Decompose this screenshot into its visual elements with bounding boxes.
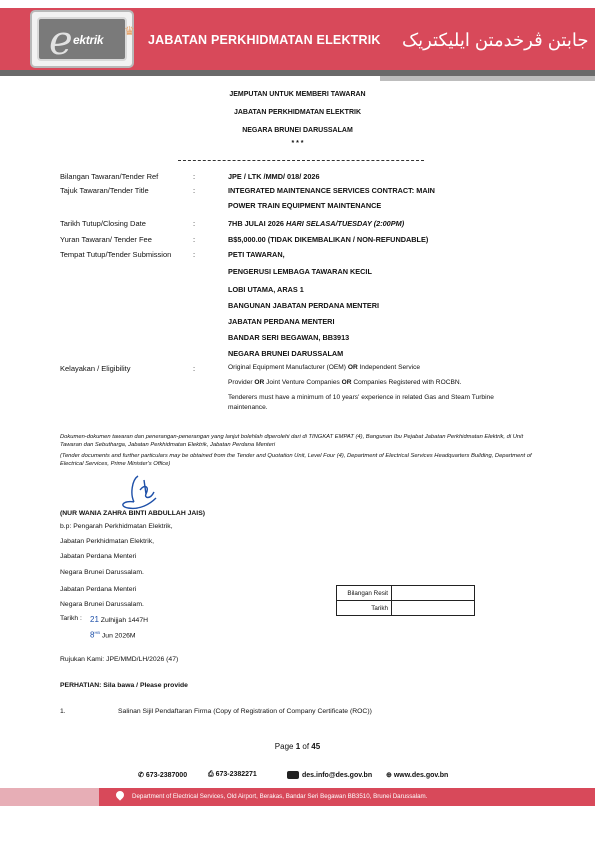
phone-contact: ✆ 673-2387000 bbox=[138, 772, 188, 779]
signatory-line: Jabatan Perkhidmatan Elektrik, bbox=[60, 538, 155, 545]
tender-fee-value: B$5,000.00 (TIDAK DIKEMBALIKAN / NON-REFUNDABLE) bbox=[228, 235, 429, 244]
department-name: JABATAN PERKHIDMATAN ELEKTRIK bbox=[148, 33, 381, 47]
tender-fee-label: Yuran Tawaran/ Tender Fee bbox=[60, 235, 152, 244]
title-divider bbox=[178, 160, 424, 161]
tender-ref-label: Bilangan Tawaran/Tender Ref bbox=[60, 172, 159, 181]
submission-line: PENGERUSI LEMBAGA TAWARAN KECIL bbox=[228, 267, 372, 276]
header-divider-light bbox=[380, 76, 595, 81]
phone-icon: ✆ bbox=[138, 772, 144, 779]
tender-ref-value: JPE / LTK /MMD/ 018/ 2026 bbox=[228, 172, 320, 181]
signatory-line: b.p: Pengarah Perkhidmatan Elektrik, bbox=[60, 523, 173, 530]
signatory-name: (NUR WANIA ZAHRA BINTI ABDULLAH JAIS) bbox=[60, 510, 205, 517]
date-hijri: 21 Zulhijjah 1447H bbox=[90, 615, 149, 624]
table-row bbox=[337, 601, 475, 616]
email-icon bbox=[287, 771, 299, 779]
department-logo: e ektrik ♛ bbox=[30, 10, 134, 68]
attention-heading: PERHATIAN: Sila bawa / Please provide bbox=[60, 682, 188, 689]
receipt-number-field bbox=[392, 586, 475, 601]
item-text: Salinan Sijil Pendaftaran Firma (Copy of Registration of Company Certificate (ROC)) bbox=[118, 708, 372, 715]
note-malay: Dokumen-dokumen tawaran dan penerangan-penerangan yang lanjut bolehlah diperolehi dari di TINGKAT EMPAT (4), Bangunan Ibu Pejabat Jabatan Perkhidmatan Elektrik, di Unit Tawaran dan Sebutharga, Jabatan Perkhidmatan Elektrik, Jabatan Perdana Menteri bbox=[60, 434, 524, 448]
eligibility-line-1: Original Equipment Manufacturer (OEM) OR Independent Service bbox=[228, 364, 421, 371]
cc-line: Jabatan Perdana Menteri bbox=[60, 586, 137, 593]
tender-title-label: Tajuk Tawaran/Tender Title bbox=[60, 186, 149, 195]
table-row bbox=[337, 586, 475, 601]
submission-line: JABATAN PERDANA MENTERI bbox=[228, 317, 335, 326]
eligibility-line-4: maintenance. bbox=[228, 404, 268, 411]
closing-date-label: Tarikh Tutup/Closing Date bbox=[60, 219, 146, 228]
item-number: 1. bbox=[60, 708, 66, 715]
fax-contact: ⎙ 673-2382271 bbox=[208, 771, 257, 778]
invitation-title: JEMPUTAN UNTUK MEMBERI TAWARAN bbox=[229, 91, 366, 98]
eligibility-line-3: Tenderers must have a minimum of 10 years' experience in related Gas and Steam Turbine bbox=[228, 394, 494, 401]
department-title: JABATAN PERKHIDMATAN ELEKTRIK bbox=[233, 109, 362, 116]
date-label: Tarikh bbox=[60, 615, 79, 622]
handwritten-signature bbox=[110, 470, 170, 510]
submission-line: PETI TAWARAN, bbox=[228, 250, 285, 259]
department-name-jawi: جابتن ڤرخدمتن ايليکتريک bbox=[402, 30, 589, 50]
crown-icon: ♛ bbox=[124, 24, 135, 38]
eligibility-label: Kelayakan / Eligibility bbox=[60, 364, 131, 373]
submission-line: LOBI UTAMA, ARAS 1 bbox=[228, 285, 304, 294]
closing-date-value: 7HB JULAI 2026 HARI SELASA/TUESDAY (2:00PM) bbox=[228, 219, 405, 228]
web-contact[interactable]: ⊕ www.des.gov.bn bbox=[386, 772, 449, 779]
receipt-date-field bbox=[392, 601, 475, 616]
tender-title-value-2: POWER TRAIN EQUIPMENT MAINTENANCE bbox=[228, 201, 382, 210]
signatory-line: Jabatan Perdana Menteri bbox=[60, 553, 137, 560]
cc-line: Negara Brunei Darussalam. bbox=[60, 601, 144, 608]
eligibility-line-2: Provider OR Joint Venture Companies OR Companies Registered with ROCBN. bbox=[228, 379, 462, 386]
receipt-table bbox=[336, 585, 475, 616]
page-number: Page 1 of 45 bbox=[274, 742, 321, 751]
submission-line: BANDAR SERI BEGAWAN, BB3913 bbox=[228, 333, 350, 342]
footer-address: Department of Electrical Services, Old Airport, Berakas, Bandar Seri Begawan BB3510, Brunei Darussalam. bbox=[132, 793, 428, 800]
footer-band-light bbox=[0, 788, 99, 806]
country-title: NEGARA BRUNEI DARUSSALAM bbox=[242, 127, 353, 134]
signatory-line: Negara Brunei Darussalam. bbox=[60, 569, 144, 576]
receipt-number-label: Bilangan Resit bbox=[337, 586, 392, 601]
submission-line: NEGARA BRUNEI DARUSSALAM bbox=[228, 349, 344, 358]
note-english: (Tender documents and further particulars may be obtained from the Tender and Quotation Unit, Level Four (4), Department of Electrical Services Headquarters Building, Department of Electrical Services, Prime Minister's Office) bbox=[60, 453, 532, 467]
date-gregorian: $8^{HB}$ Jun 2026M bbox=[90, 630, 136, 640]
reference-number: Rujukan Kami: JPE/MMD/LH/2026 (47) bbox=[60, 656, 179, 663]
fax-icon: ⎙ bbox=[208, 771, 214, 778]
globe-icon: ⊕ bbox=[386, 772, 392, 779]
tender-title-value-1: INTEGRATED MAINTENANCE SERVICES CONTRACT: MAIN bbox=[228, 186, 435, 195]
receipt-date-label: Tarikh bbox=[337, 601, 392, 616]
title-stars: * * * bbox=[291, 140, 304, 147]
submission-line: BANGUNAN JABATAN PERDANA MENTERI bbox=[228, 301, 380, 310]
email-contact[interactable]: des.info@des.gov.bn bbox=[287, 771, 372, 779]
submission-label: Tempat Tutup/Tender Submission bbox=[60, 250, 172, 259]
